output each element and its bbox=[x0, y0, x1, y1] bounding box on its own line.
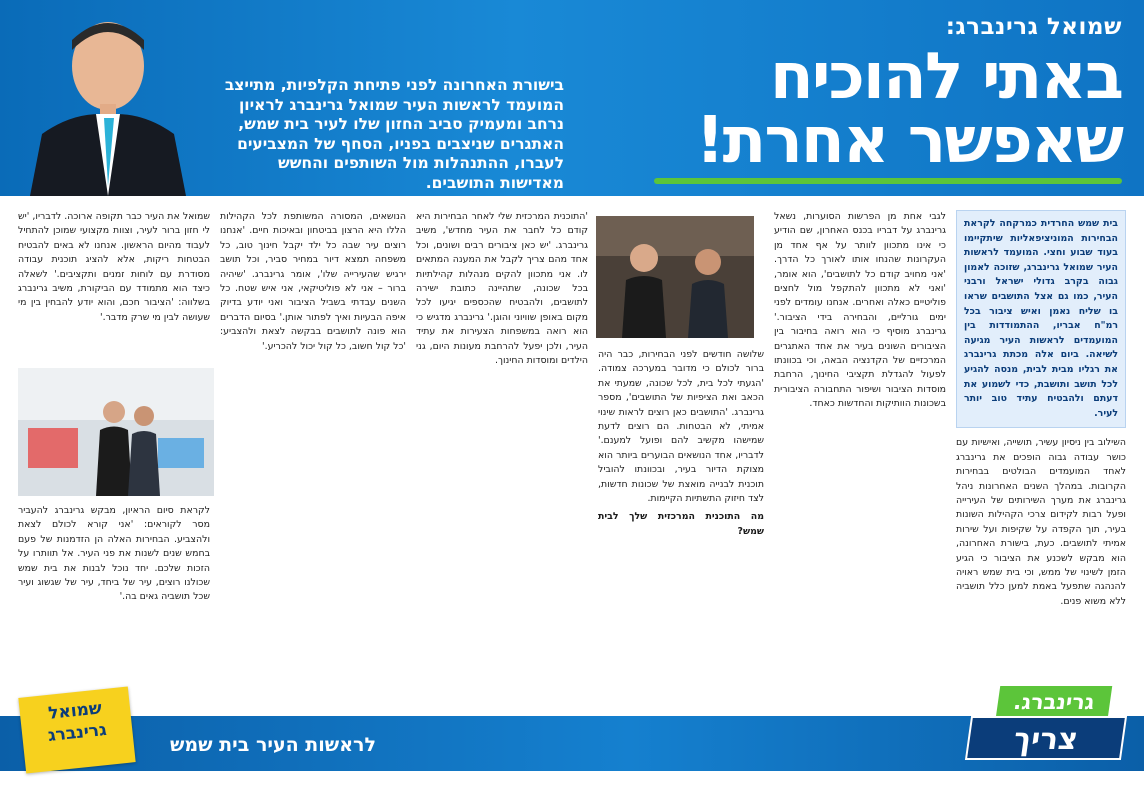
photo-meeting bbox=[596, 216, 754, 338]
column-1 bbox=[956, 210, 1126, 700]
column-6-bottom-text: לקראת סיום הראיון, מבקש גרינברג להעביר מסר לקוראים: 'אני קורא לכולם לצאת ולהצביע. הבחירות האלה הן הזדמנות של פעם בחמש שנים לשנות את פני העיר. אל תוותרו על הזכות שלכם. יחד נוכל לבנות את בית שמש שכולנו רוצים, עיר של ביחד, עיר של שגשוג ועיר שכל תושביה גאים בה.' bbox=[18, 505, 210, 603]
column-2-text: לגבי אחת מן הפרשות הסוערות, נשאל גרינברג על דבריו בכנס האחרון, שם הודיע כי אינו מתכוון לוותר על אף אחד מן העקרונות שהנחו אותו לאורך כל הדרך. 'אני מחויב קודם כל לתושבים', הוא אומר, 'ואני לא מתכוון להתקפל מול לחצים פוליטיים כאלה ואחרים. אנחנו עומדים לפני ימים גורליים, והבחירה בידי הציבור.' גרינברג מוסיף כי הוא רואה בחיבור בין הציבורים השונים בעיר את אחד האתגרים המרכזיים של הקדנציה הבאה, וכי בכוונתו לפעול להגדלת תקציבי החינוך, הרחבת מוסדות הציבור ושיפור התחבורה הציבורית בשכונות הוותיקות והחדשות כאחד. bbox=[774, 211, 946, 410]
headline-line-1: באתי להוכיח bbox=[769, 40, 1122, 114]
headline-kicker: שמואל גרינברג: bbox=[945, 14, 1122, 40]
candidate-portrait bbox=[20, 6, 196, 196]
column-6-text: שמואל את העיר כבר תקופה ארוכה. לדבריו, 'יש לי חזון ברור לעיר, וצוות מקצועי שמוכן להתחיל לעבוד מהיום הראשון. אנחנו לא באים להבטיח הבטחות ריקות, אלא להציג תוכנית עבודה מסודרת עם לוחות זמנים ותקציבים.' לשאלה כיצד הוא מתמודד עם הביקורת, משיב גרינברג בשלווה: 'הציבור חכם, והוא יודע להבחין בין מי שעושה לבין מי שרק מדבר.' bbox=[18, 211, 210, 323]
intro-paragraph: בישורת האחרונה לפני פתיחת הקלפיות, מתייצב המועמד לראשות העיר שמואל גרינברג לראיון נרחב ומעמיק סביב החזון שלו לעיר בית שמש, האתגרים שניצבים בפניו, הסחף של המצביעים לעברו, ההתנהלות מול השותפים והחשש מאדישות התושבים. bbox=[224, 76, 564, 192]
column-6-bottom bbox=[18, 504, 210, 700]
column-5 bbox=[220, 210, 406, 700]
column-1-text: השילוב בין ניסיון עשיר, תושייה, ואישיות עם כושר עבודה גבוה הופכים את גרינברג לאחד המועמדים הבולטים בבחירות הקרובות. במהלך השנים האחרונות ניהל גרינברג את מערך השירותים של העירייה ופעל רבות לקידום צרכי הקהילות השונות בעיר, תוך הקפדה על שקיפות ועל שירות אמיתי לתושבים. כעת, בישורת האחרונה, הוא מבקש לשכנע את הציבור כי הגיע הזמן לשינוי של ממש, וכי בית שמש ראויה להנהגה שתפעל באמת למען כלל תושביה ללא משוא פנים. bbox=[956, 437, 1126, 607]
column-3 bbox=[598, 348, 764, 700]
column-3-text: שלושה חודשים לפני הבחירות, כבר היה ברור לכולם כי מדובר במערכה צמודה. 'הגעתי לכל בית, לכל שכונה, שמעתי את הכאב ואת הציפיות של התושבים', מספר גרינברג. 'התושבים כאן רוצים לראות שינוי אמיתי, לא הבטחות. הם רוצים לדעת שמישהו מקשיב להם ופועל למענם.' לדבריו, אחד הנושאים הבוערים ביותר הוא מצוקת הדיור בעיר, ובכוונתו להוביל תוכנית לבנייה מואצת של שכונות חדשות, לצד חיזוק התשתיות הקיימות. bbox=[598, 349, 764, 505]
interview-question: מה התוכנית המרכזית שלך לבית שמש? bbox=[598, 511, 764, 537]
column-6 bbox=[18, 210, 210, 370]
campaign-logo bbox=[968, 686, 1124, 801]
candidate-name-tag: שמואל גרינברג bbox=[18, 686, 135, 773]
photo-visit bbox=[18, 368, 214, 496]
column-4 bbox=[416, 210, 588, 700]
headline-underline bbox=[654, 178, 1122, 184]
column-2 bbox=[774, 210, 946, 700]
headline-line-2: שאפשר אחרת! bbox=[695, 104, 1122, 178]
logo-top-text: גרינברג. bbox=[996, 686, 1112, 718]
lead-box: בית שמש החרדית כמרקחה לקראת הבחירות המוניציפאליות שיתקיימו בעוד שבוע וחצי. המועמד לראשות העיר שמואל גרינברג, שזוכה לאמון גבוה בקרב גדולי ישראל ורבני העיר, כמו גם אצל התושבים שראו בו שליח נאמן ואיש ציבור בכל רמ"ח אבריו, ההתמודדות בין המועמדים לראשות העיר מגיעה לשיאה. ביום אלה מכתת גרינברג את רגליו מבית לבית, מנסה להגיע לכל תושב ותושבת, כדי לשמוע את דעתם ולהבטיח עתיד טוב יותר לעיר. bbox=[956, 210, 1126, 428]
footer-tagline: לראשות העיר בית שמש bbox=[170, 734, 376, 756]
header-banner bbox=[0, 0, 1144, 196]
column-5-text: הנושאים, המסורה המשותפת לכל הקהילות הללו היא הרצון בביטחון ובאיכות חיים. 'אנחנו רוצים עיר שבה כל ילד יקבל חינוך טוב, כל משפחה תמצא דיור במחיר סביר, וכל תושב ירגיש שהעירייה שלו', אומר גרינברג. 'שיהיה ברור – אני לא פוליטיקאי, אני איש שטח. כל השנים עבדתי בשביל הציבור ואני יודע בדיוק איפה הבעיות ואיך לפתור אותן.' בסיום הדברים הוא פונה לתושבים בבקשה לצאת ולהצביע: 'כל קול חשוב, כל קול יכול להכריע.' bbox=[220, 211, 406, 352]
column-4-text: 'התוכנית המרכזית שלי לאחר הבחירות היא קודם כל לחבר את העיר מחדש', משיב גרינברג. 'יש כאן ציבורים רבים ושונים, וכל אחד מהם צריך לקבל את המענה המתאים לו. אני מתכוון להקים מנהלות קהילתיות בכל שכונה, שתהיינה כתובת ישירה לתושבים, ולהבטיח שהכספים יגיעו לכל מקום באופן שוויוני והוגן.' גרינברג מדגיש כי הוא רואה במשפחות הצעירות את עתיד העיר, ולכן יפעל להרחבת מעונות היום, גני הילדים ומוסדות החינוך. bbox=[416, 211, 588, 367]
logo-bottom-text: צריך אחרת! bbox=[965, 716, 1127, 760]
